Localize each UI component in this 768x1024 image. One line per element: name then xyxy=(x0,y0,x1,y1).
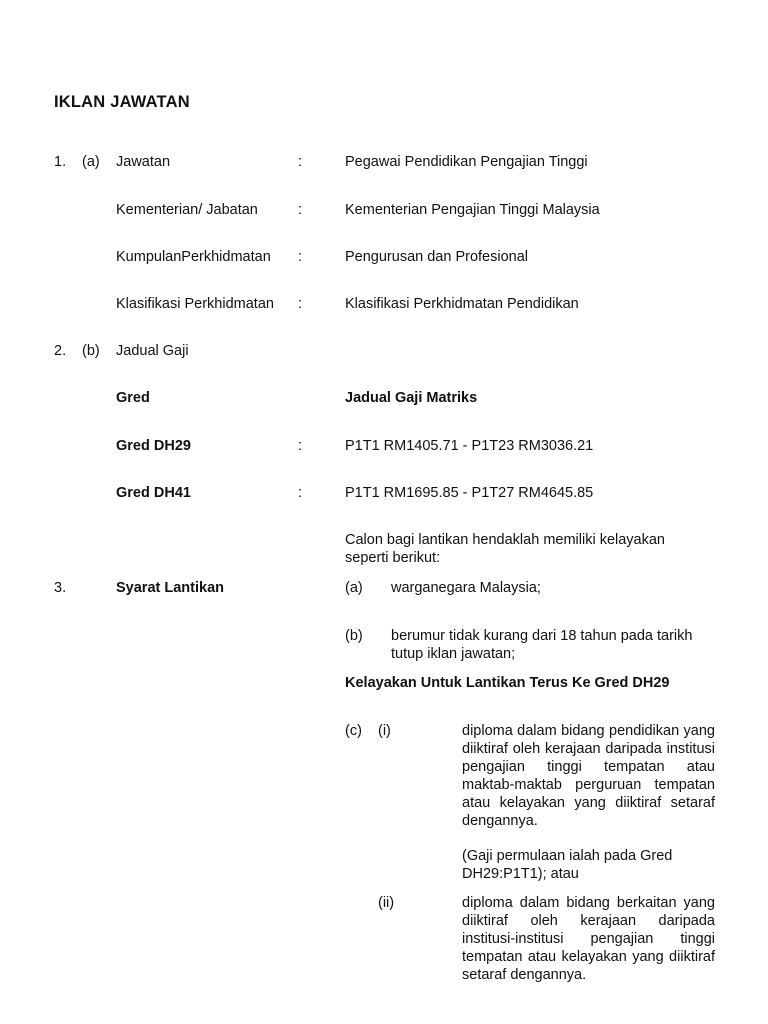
grade-dh41-salary: P1T1 RM1695.85 - P1T27 RM4645.85 xyxy=(345,485,594,501)
condition-c-marker: (c) xyxy=(345,723,362,739)
row-label-klasifikasi: Klasifikasi Perkhidmatan xyxy=(116,296,274,312)
row-colon: : xyxy=(298,249,303,265)
condition-a-marker: (a) xyxy=(345,580,363,596)
salary-header-matrix: Jadual Gaji Matriks xyxy=(345,390,478,406)
condition-c-i-marker: (i) xyxy=(378,723,391,739)
section-3-label: Syarat Lantikan xyxy=(116,580,224,596)
salary-start-note: (Gaji permulaan ialah pada Gred DH29:P1T1); atau xyxy=(462,848,673,882)
direct-appointment-subheading: Kelayakan Untuk Lantikan Terus Ke Gred DH29 xyxy=(345,675,670,691)
condition-c-ii-marker: (ii) xyxy=(378,895,395,911)
section-2-number: 2. xyxy=(54,343,67,359)
salary-header-grade: Gred xyxy=(116,390,150,406)
condition-c-i-text: diploma dalam bidang pendidikan yang diiktiraf oleh kerajaan daripada institusi pengajian tinggi tempatan atau maktab-maktab perguruan tempatan atau kelayakan yang diiktiraf setaraf dengannya. xyxy=(462,723,715,829)
section-2-label: Jadual Gaji xyxy=(116,343,189,359)
row-label-kumpulan: KumpulanPerkhidmatan xyxy=(116,249,271,265)
grade-dh41-label: Gred DH41 xyxy=(116,485,191,501)
row-value-kementerian: Kementerian Pengajian Tinggi Malaysia xyxy=(345,202,600,218)
section-1-sub-marker: (a) xyxy=(82,154,100,170)
row-colon: : xyxy=(298,438,303,454)
qualification-note: Calon bagi lantikan hendaklah memiliki kelayakan seperti berikut: xyxy=(345,532,665,566)
row-value-klasifikasi: Klasifikasi Perkhidmatan Pendidikan xyxy=(345,296,579,312)
row-colon: : xyxy=(298,296,303,312)
row-label-kementerian: Kementerian/ Jabatan xyxy=(116,202,258,218)
row-colon: : xyxy=(298,485,303,501)
row-value-jawatan: Pegawai Pendidikan Pengajian Tinggi xyxy=(345,154,588,170)
row-colon: : xyxy=(298,154,303,170)
section-2-sub-marker: (b) xyxy=(82,343,100,359)
row-value-kumpulan: Pengurusan dan Profesional xyxy=(345,249,528,265)
section-1-number: 1. xyxy=(54,154,67,170)
condition-b-text: berumur tidak kurang dari 18 tahun pada tarikh tutup iklan jawatan; xyxy=(391,628,693,662)
grade-dh29-salary: P1T1 RM1405.71 - P1T23 RM3036.21 xyxy=(345,438,594,454)
row-colon: : xyxy=(298,202,303,218)
condition-a-text: warganegara Malaysia; xyxy=(391,580,541,596)
page-title: IKLAN JAWATAN xyxy=(54,93,190,111)
condition-b-marker: (b) xyxy=(345,628,363,644)
grade-dh29-label: Gred DH29 xyxy=(116,438,191,454)
row-label-jawatan: Jawatan xyxy=(116,154,171,170)
section-3-number: 3. xyxy=(54,580,67,596)
condition-c-ii-text: diploma dalam bidang berkaitan yang diiktiraf oleh kerajaan daripada institusi-institusi pengajian tinggi tempatan atau kelayakan yang diiktiraf setaraf dengannya. xyxy=(462,895,715,983)
